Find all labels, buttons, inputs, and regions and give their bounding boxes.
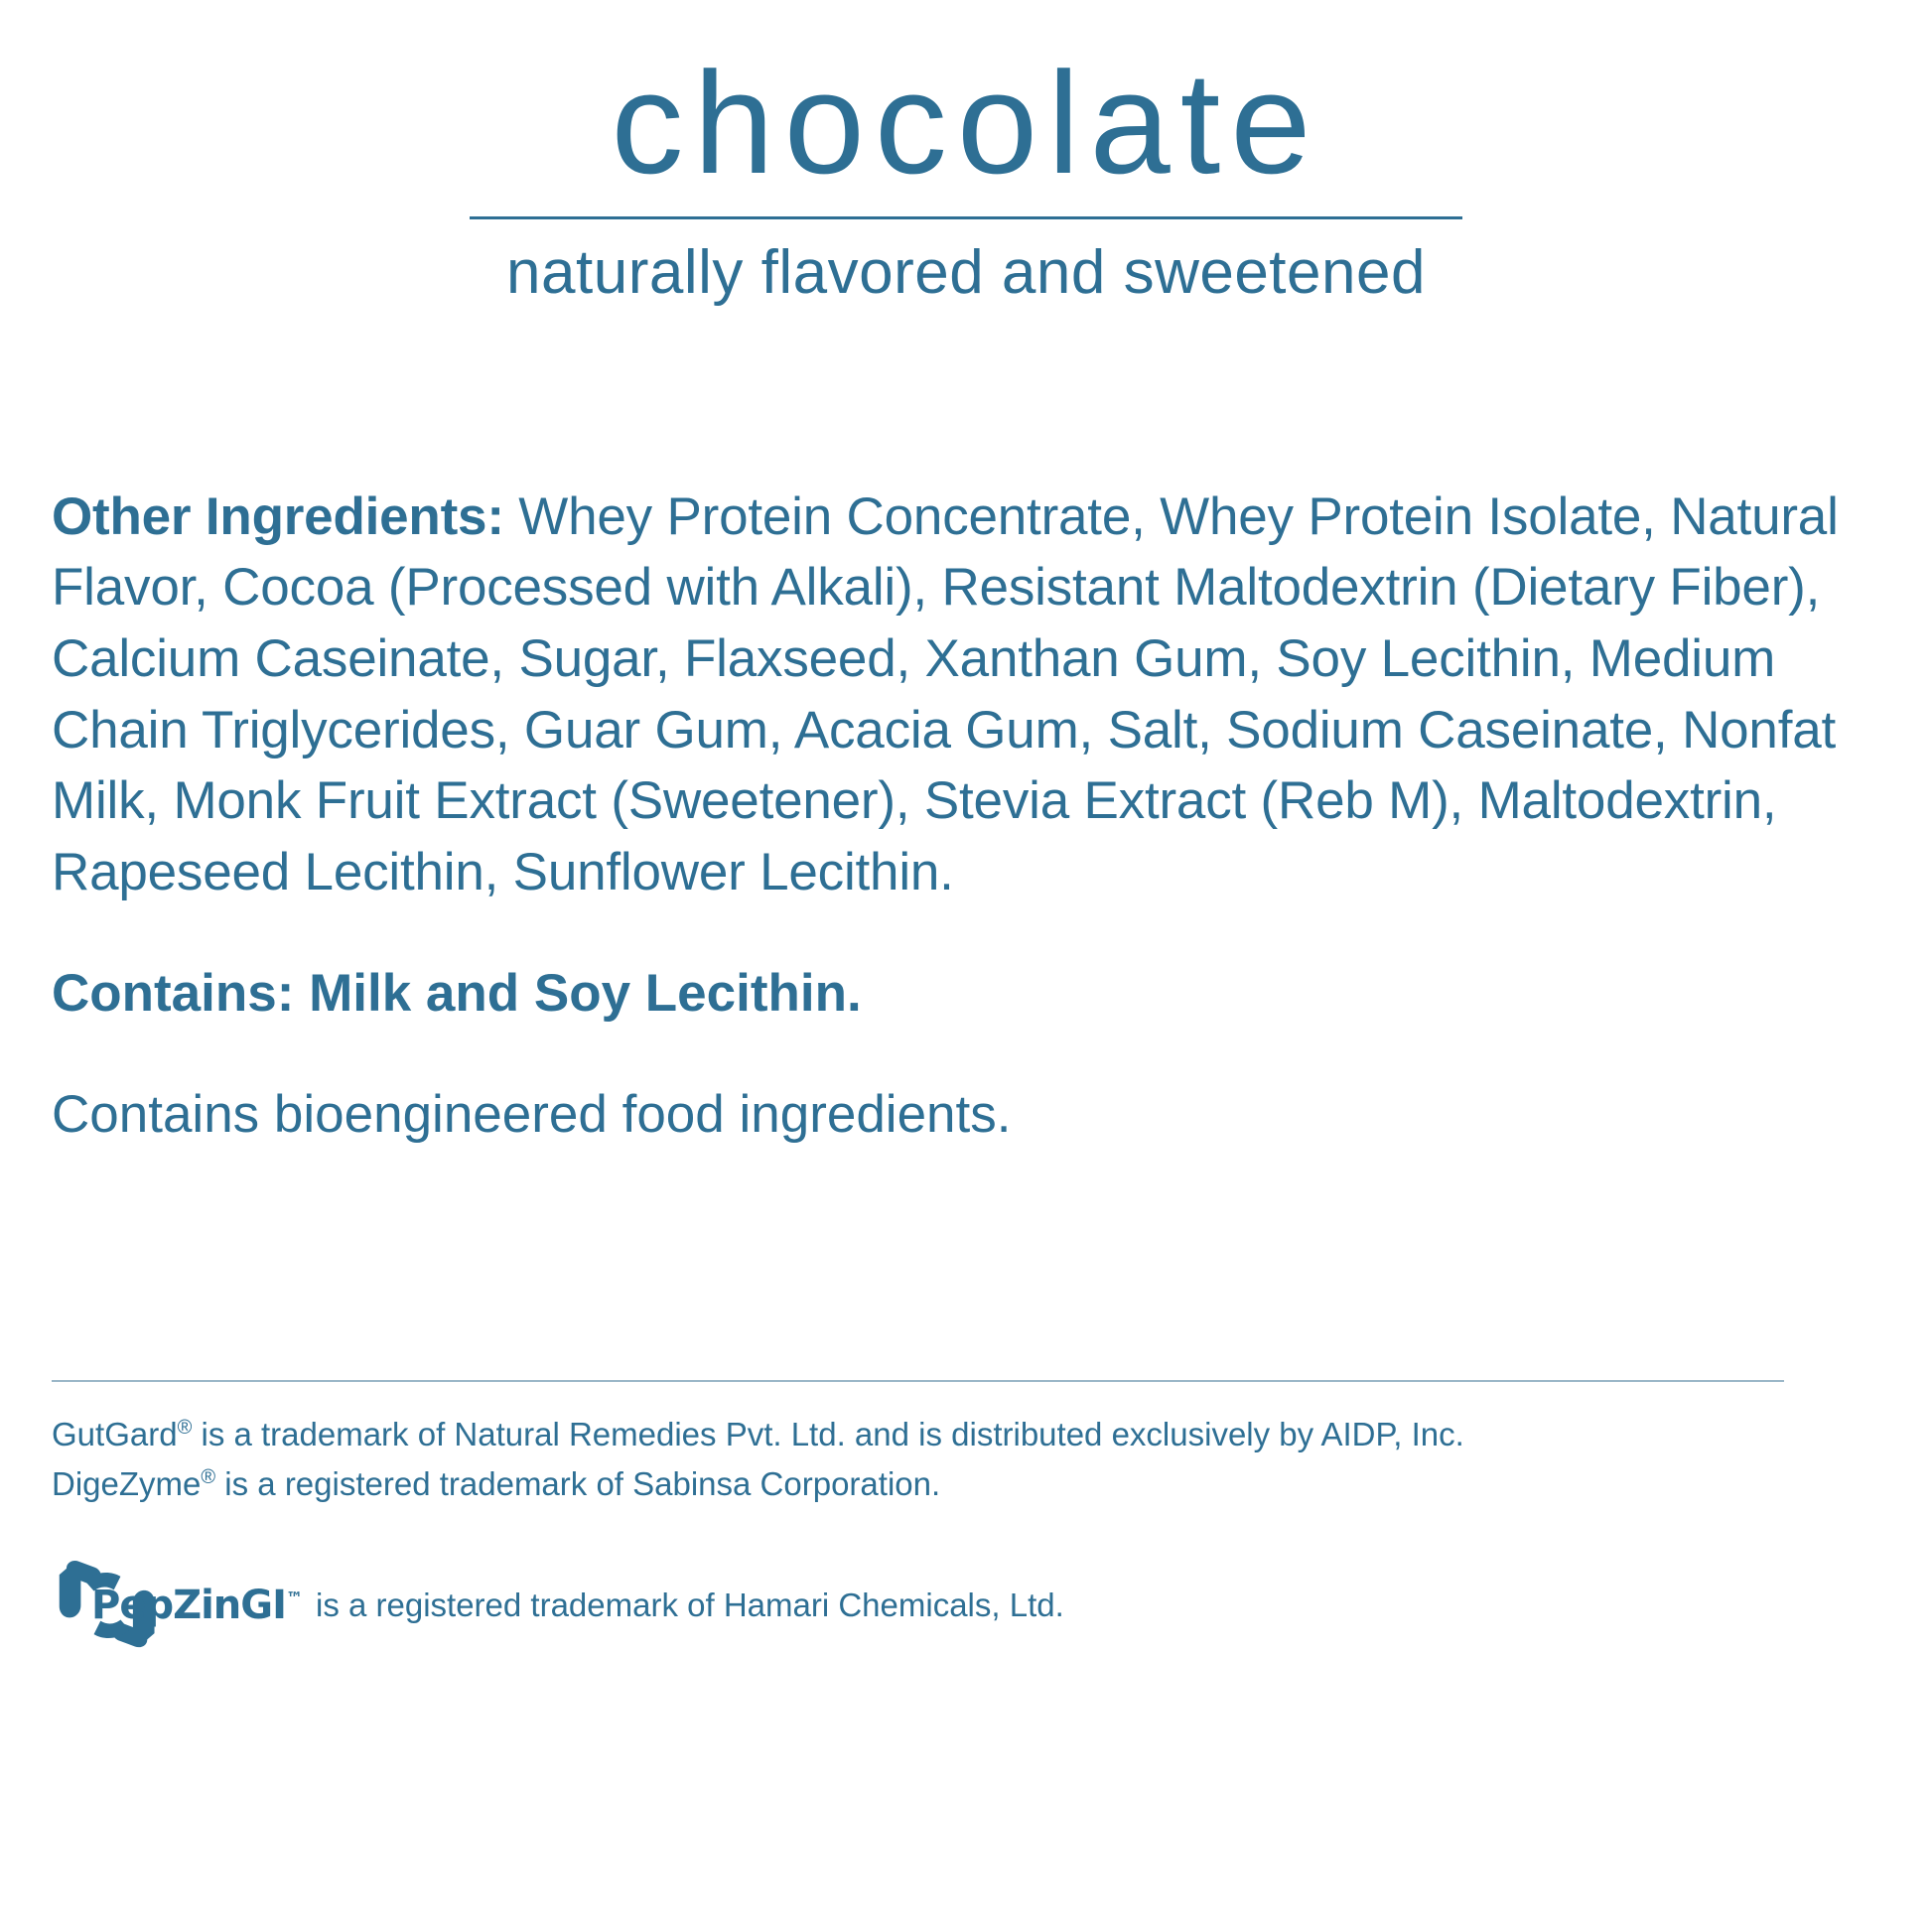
allergen-contains-statement: Contains: Milk and Soy Lecithin. [52, 964, 862, 1024]
registered-mark-icon: ® [177, 1417, 193, 1439]
pepzingi-statement: is a registered trademark of Hamari Chemicals, Ltd. [315, 1587, 1064, 1623]
digezyme-statement: is a registered trademark of Sabinsa Corporation. [215, 1464, 941, 1502]
gutgard-statement: is a trademark of Natural Remedies Pvt. Ltd. and is distributed exclusively by AIDP, Inc. [192, 1416, 1464, 1452]
footer-divider [52, 1380, 1784, 1382]
registered-mark-icon: ® [201, 1465, 216, 1488]
pepzingi-wordmark: PepZinGI™ [91, 1583, 302, 1628]
other-ingredients-list: Whey Protein Concentrate, Whey Protein Isolate, Natural Flavor, Cocoa (Processed with Alkali), Resistant Maltodextrin (Dietary Fiber), Calcium Caseinate, Sugar, Flaxseed, Xanthan Gum, Soy Lecithin, Medium Chain Triglycerides, Guar Gum, Acacia Gum, Salt, Sodium Caseinate, Nonfat Milk, Monk Fruit Extract (Sweetener), Stevia Extract (Reb M), Maltodextrin, Rapeseed Lecithin, Sunflower Lecithin. [52, 486, 1839, 901]
page-title: chocolate [470, 40, 1462, 219]
trademark-line-gutgard [52, 1410, 1880, 1459]
footer [52, 1380, 1880, 1661]
trademark-mark-icon: ™ [285, 1588, 302, 1609]
trademark-line-digezyme [52, 1459, 1880, 1509]
digezyme-name: DigeZyme [52, 1464, 202, 1502]
gutgard-name: GutGard [52, 1416, 178, 1452]
ingredients-section [52, 482, 1880, 1150]
other-ingredients-label: Other Ingredients: [52, 486, 504, 546]
pepzingi-logo [52, 1550, 302, 1661]
other-ingredients-paragraph [52, 482, 1880, 907]
bioengineered-disclosure: Contains bioengineered food ingredients. [52, 1085, 1012, 1145]
page-subtitle: naturally flavored and sweetened [506, 237, 1426, 307]
header [52, 0, 1880, 308]
trademark-line-pepzingi [52, 1550, 1880, 1661]
